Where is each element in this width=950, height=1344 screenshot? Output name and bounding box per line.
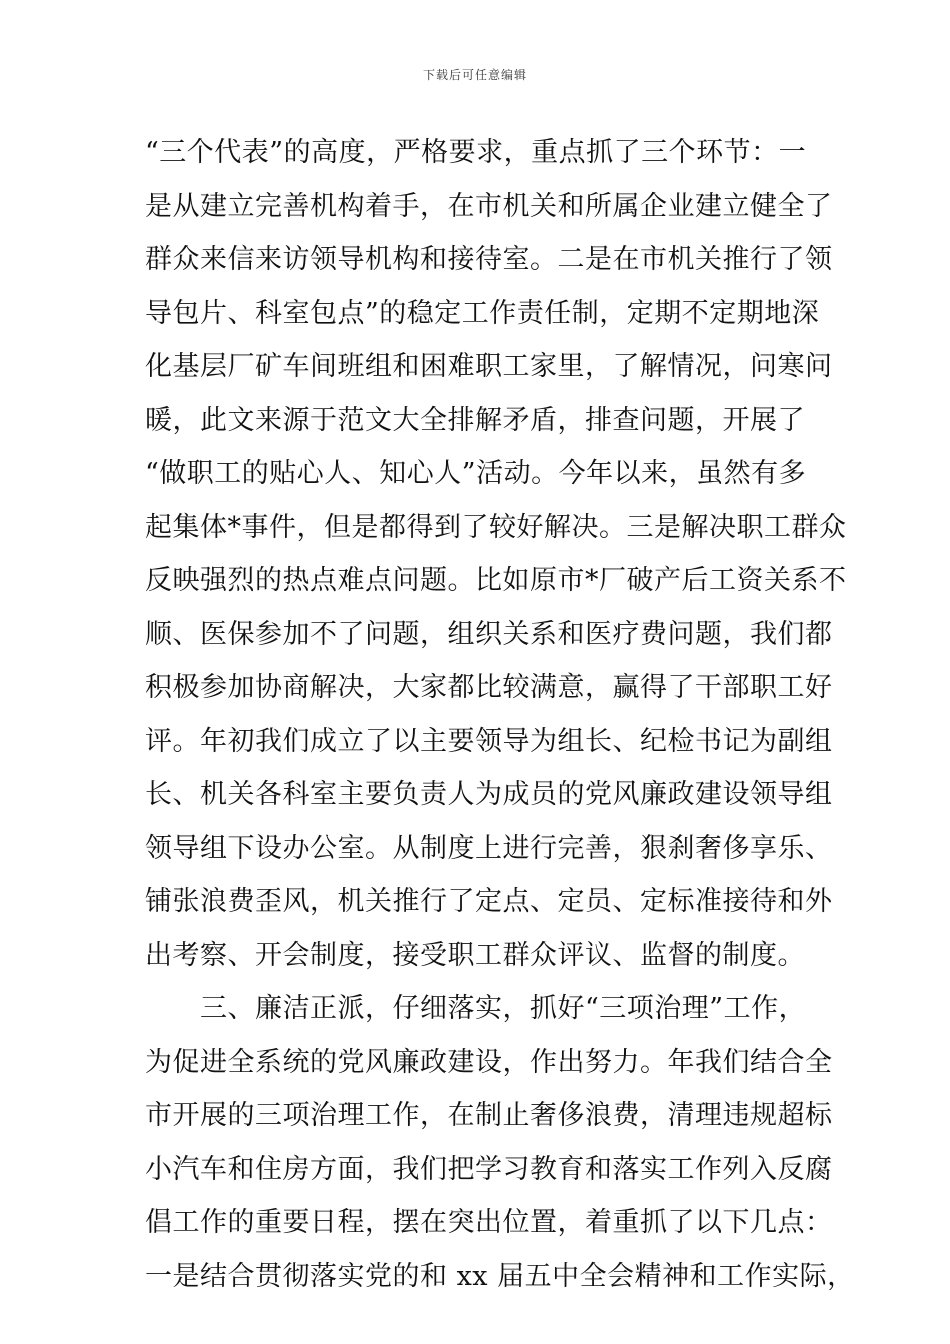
text-line: 导包片、科室包点”的稳定工作责任制，定期不定期地深: [145, 297, 820, 329]
text-line: 群众来信来访领导机构和接待室。二是在市机关推行了领: [145, 244, 833, 275]
text-line: 出考察、开会制度，接受职工群众评议、监督的制度。: [145, 939, 805, 971]
text-line: 反映强烈的热点难点问题。比如原市*厂破产后工资关系不: [145, 565, 847, 596]
text-line: 领导组下设办公室。从制度上进行完善，狠刹奢侈享乐、: [145, 832, 833, 864]
text-line: 是从建立完善机构着手，在市机关和所属企业建立健全了: [145, 190, 833, 222]
text-line: 一是结合贯彻落实党的和 xx 届五中全会精神和工作实际，: [145, 1260, 855, 1292]
text-line: 倡工作的重要日程，摆在突出位置，着重抓了以下几点：: [145, 1207, 833, 1238]
text-line: 积极参加协商解决，大家都比较满意，赢得了干部职工好: [145, 672, 833, 703]
text-line: 长、机关各科室主要负责人为成员的党风廉政建设领导组: [145, 779, 833, 810]
text-line: 顺、医保参加不了问题，组织关系和医疗费问题，我们都: [145, 618, 833, 650]
text-line: 暖，此文来源于范文大全排解矛盾，排查问题，开展了: [145, 404, 805, 436]
text-line: “做职工的贴心人、知心人”活动。今年以来，虽然有多: [145, 458, 807, 489]
text-line: 为促进全系统的党风廉政建设，作出努力。年我们结合全: [145, 1046, 833, 1078]
text-line: 评。年初我们成立了以主要领导为组长、纪检书记为副组: [145, 725, 833, 757]
text-line: 市开展的三项治理工作，在制止奢侈浪费，清理违规超标: [145, 1100, 833, 1131]
document-body: [145, 126, 855, 1303]
text-line: 小汽车和住房方面，我们把学习教育和落实工作列入反腐: [145, 1153, 833, 1185]
text-line: “三个代表”的高度，严格要求，重点抓了三个环节：一: [145, 137, 807, 168]
text-line: 起集体*事件，但是都得到了较好解决。三是解决职工群众: [145, 511, 847, 543]
text-line: 三、廉洁正派，仔细落实，抓好“三项治理”工作，: [145, 993, 807, 1024]
text-line: 化基层厂矿车间班组和困难职工家里，了解情况，问寒问: [145, 351, 833, 382]
text-line: 铺张浪费歪风，机关推行了定点、定员、定标准接待和外: [145, 886, 833, 917]
page-header: 下载后可任意编辑: [422, 68, 527, 82]
